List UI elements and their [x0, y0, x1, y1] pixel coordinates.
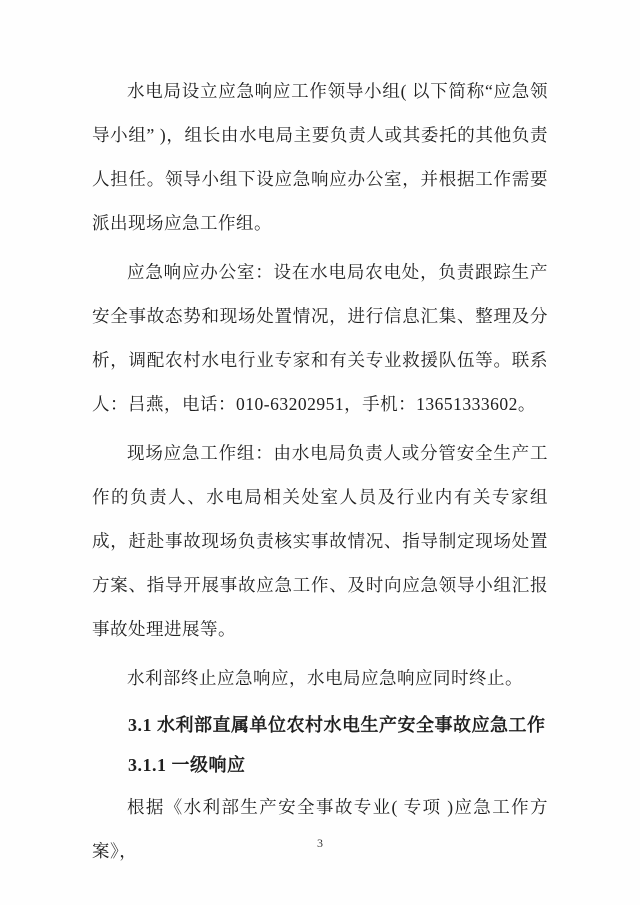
- paragraph-response-termination: 水利部终止应急响应，水电局应急响应同时终止。: [127, 668, 523, 688]
- page-number: 3: [317, 836, 323, 850]
- section-heading-3-1: 3.1 水利部直属单位农村水电生产安全事故应急工作: [128, 715, 546, 735]
- section-heading-3-1-1: 3.1.1 一级响应: [128, 755, 246, 775]
- paragraph-emergency-response-office: 应急响应办公室：设在水电局农电处，负责跟踪生产安全事故态势和现场处置情况，进行信息汇集、整理及分析，调配农村水电行业专家和有关专业救援队伍等。联系人：吕燕，电话：010-63202951，手机：13651333602。: [92, 262, 548, 414]
- paragraph-according-to-plan: 根据《水利部生产安全事故专业( 专项 )应急工作方案》，: [92, 797, 548, 861]
- paragraph-onsite-emergency-workgroup: 现场应急工作组：由水电局负责人或分管安全生产工作的负责人、水电局相关处室人员及行业内有关专家组成，赶赴事故现场负责核实事故情况、指导制定现场处置方案、指导开展事故应急工作、及时向应急领导小组汇报事故处理进展等。: [92, 443, 548, 639]
- paragraph-emergency-leading-group: 水电局设立应急响应工作领导小组( 以下简称“应急领导小组” )，组长由水电局主要负责人或其委托的其他负责人担任。领导小组下设应急响应办公室，并根据工作需要派出现场应急工作组。: [92, 81, 548, 233]
